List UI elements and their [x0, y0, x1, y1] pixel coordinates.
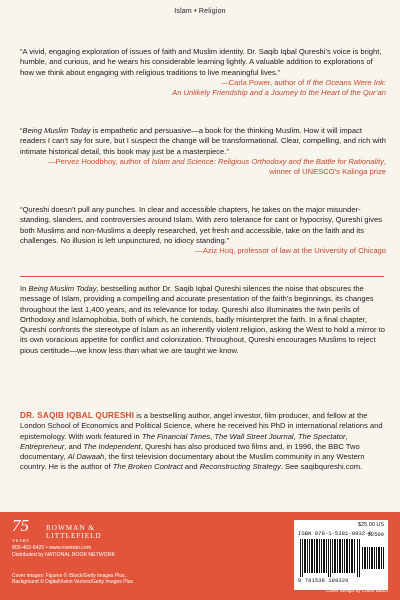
quote-2-role: , author of	[115, 156, 152, 166]
credit-line-1: Cover images: Figures © iStock/Getty Images Plus,	[12, 573, 127, 579]
quote-3-attribution	[20, 246, 386, 256]
barcode-panel	[294, 520, 388, 590]
quote-1-text: “A vivid, engaging exploration of issues of faith and Muslim identity. Dr. Saqib Iqbal Qureshi’s voice is bright, humble, and curious, and he wears his considerable learning lightly. A valuable addition to explorations of how we think about engaging with religious traditions to live meaningful lives.”	[20, 47, 382, 77]
quote-3-text: “Qureshi doesn’t pull any punches. In clear and accessible chapters, he takes on the major misunderstanding, slanders, and controversies around Islam. With zero tolerance for cant or hypocrisy, Qureshi gives both Muslims and non-Muslims a deeply researched, yet fresh and accessible, take on the faith and its challenges. No illusion is left unpunctured, no idiocy standing.”	[20, 205, 382, 245]
isbn: ISBN 978-1-5381-8932-0	[298, 530, 372, 537]
price: $25.00 US	[358, 522, 384, 528]
bio-sep-4: , and	[64, 441, 84, 451]
barcode-icon	[300, 539, 360, 577]
category-label: Islam • Religion	[174, 8, 226, 15]
credit-line-2: Background © DigitalVision Vectors/Getty Images Plus	[12, 579, 133, 586]
endorsement-quote-1	[20, 47, 386, 98]
quote-3-author: —Aziz Huq	[195, 246, 234, 256]
quote-2-body: is empathetic and persuasive—a book for the thinking Muslim. How it will impact readers I can’t say for sure, but I suspect the change will be transformational. Clear, compelling, and rich with intimate historical detail, this book may just be a masterpiece.”	[20, 126, 386, 156]
addon-number: 52500	[367, 531, 384, 538]
bio-text-4: . See saqibqureshi.com.	[280, 462, 363, 472]
quote-2-comma: ,	[383, 156, 386, 166]
bio-pub-4: Entrepreneur	[20, 441, 65, 451]
barcode-digits: 9 781538 189320	[298, 578, 349, 584]
description-book-title: Being Muslim Today	[28, 284, 97, 293]
publisher-logo	[46, 524, 102, 540]
bio-pub-7: The Broken Contract	[112, 462, 183, 472]
cover-design-credit: Cover design by Chloe Batch	[325, 589, 388, 594]
bio-sep-2: ,	[293, 431, 298, 441]
publisher-line-2: LITTLEFIELD	[46, 532, 102, 540]
bio-pub-2: The Wall Street Journal	[214, 431, 294, 441]
quote-2-open: “	[20, 126, 23, 135]
logo-years: YEARS	[12, 538, 30, 543]
addon-barcode-icon	[362, 539, 384, 569]
bio-sep-1: ,	[210, 431, 215, 441]
logo-number: 75	[12, 516, 29, 535]
quote-1-book: If the Oceans Were Ink:	[306, 77, 386, 87]
bio-sep-5: and	[182, 462, 200, 472]
quote-1-book-subtitle: An Unlikely Friendship and a Journey to the Heart of the Qur’an	[172, 88, 386, 98]
book-description	[20, 284, 386, 356]
quote-2-prize: winner of UNESCO’s Kalinga prize	[269, 167, 386, 177]
bio-pub-6: Al Dawaah	[67, 452, 105, 462]
footer-band	[0, 512, 400, 600]
author-name: DR. SAQIB IQBAL QURESHI	[20, 411, 135, 420]
distributor: Distributed by NATIONAL BOOK NETWORK	[12, 551, 115, 558]
quote-3-role: , professor of law at the University of Chicago	[233, 246, 386, 256]
bio-pub-1: The Financial Times	[141, 431, 211, 441]
endorsement-quote-2	[20, 126, 386, 177]
description-body: , bestselling author Dr. Saqib Iqbal Qureshi silences the noise that obscures the message of Islam, providing a compelling and accurate presentation of the faith’s beginnings, its changes throughout the last 1,400 years, and its relevance for today. Qureshi also illuminates the twin perils of Orthodoxy and Islamophobia, both of which, he contends, badly misinterpret the faith. In a final chapter, Qureshi confronts the stereotype of Islam as an inherently violent religion, asking the West to hold a mirror to its own voracious appetite for conflict and colonization. Throughout, Qureshi encourages Muslims to reject pious certitude—we know less than what we are taught we know.	[20, 284, 385, 355]
bio-pub-3: The Spectator	[297, 431, 346, 441]
bio-sep-3: ,	[345, 431, 348, 441]
bio-pub-5: The Independent	[83, 441, 141, 451]
publisher-contact: 800-462-6420 • www.rowman.com	[12, 545, 92, 551]
publisher-info	[12, 545, 115, 558]
divider	[20, 276, 384, 277]
quote-2-author: —Pervez Hoodbhoy	[48, 156, 116, 166]
quote-2-attribution	[20, 157, 386, 178]
quote-2-book-title: Being Muslim Today	[22, 126, 91, 135]
quote-1-author: —Carla Power	[221, 77, 271, 87]
bio-text-3: , the first television documentary about the Muslim community in any Western country. He is the author of	[20, 452, 365, 472]
publisher-line-1: ROWMAN &	[46, 524, 95, 532]
anniversary-logo	[12, 518, 29, 548]
quote-1-attribution	[20, 78, 386, 99]
quote-2-text	[20, 126, 386, 157]
bio-text-2: , Qureshi has also produced two films and, in 1996, the BBC Two documentary,	[20, 441, 360, 462]
bio-pub-8: Reconstructing Strategy	[199, 462, 281, 472]
bio-text-1: is a bestselling author, angel investor, film producer, and fellow at the London School of Economics and Political Science, where he received his PhD in international relations and epistemology. With work featured in	[20, 411, 383, 441]
author-bio	[20, 411, 386, 473]
quote-2-book: Islam and Science: Religious Orthodoxy and the Battle for Rationality	[151, 156, 384, 166]
quote-1-role: , author of	[270, 77, 307, 87]
image-credits	[12, 573, 133, 586]
description-lead: In	[20, 284, 29, 293]
endorsement-quote-3	[20, 205, 386, 256]
